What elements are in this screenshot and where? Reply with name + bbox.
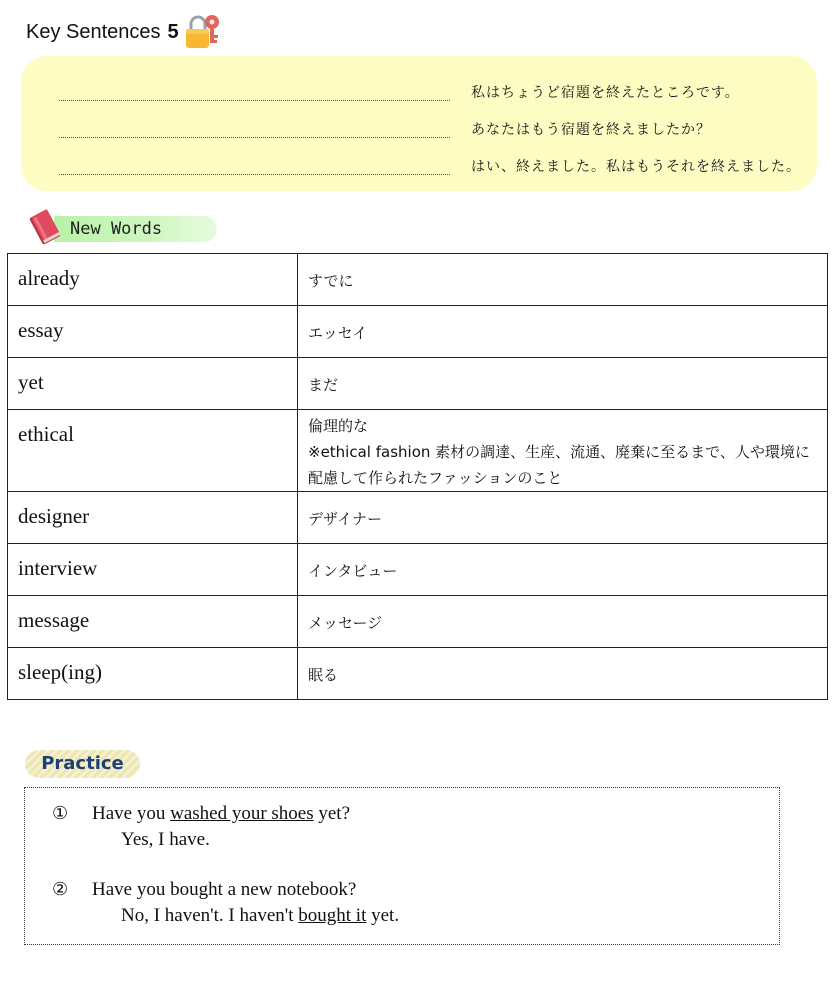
vocab-word: ethical [8, 410, 298, 492]
practice-question [92, 879, 356, 901]
vocab-meaning: 眠る [298, 648, 828, 700]
vocab-meaning: インタビュー [298, 544, 828, 596]
key-sentences-header [26, 12, 221, 52]
table-row [8, 254, 828, 306]
vocab-meaning: デザイナー [298, 492, 828, 544]
key-sentence-row [21, 156, 817, 180]
key-sentences-number: 5 [167, 20, 179, 43]
question-text: yet? [313, 803, 351, 824]
table-row [8, 544, 828, 596]
answer-blank-line[interactable] [59, 137, 450, 138]
key-sentence-japanese: はい、終えました。私はもうそれを終えました。 [471, 159, 801, 175]
key-sentences-box [21, 56, 817, 191]
table-row [8, 410, 828, 492]
table-row [8, 596, 828, 648]
table-row [8, 648, 828, 700]
answer-blank-line[interactable] [59, 174, 450, 175]
new-words-label: New Words [70, 219, 163, 239]
question-text: Have you bought a new notebook? [92, 879, 357, 900]
vocab-word: already [8, 254, 298, 306]
underlined-phrase: washed your shoes [170, 803, 314, 824]
answer-text: yet. [366, 905, 400, 926]
answer-text: Yes, I have. [121, 829, 210, 850]
table-row [8, 492, 828, 544]
practice-number: ① [52, 803, 69, 824]
vocabulary-table [7, 253, 828, 700]
practice-badge [25, 750, 140, 778]
key-sentence-japanese: 私はちょうど宿題を終えたところです。 [471, 85, 740, 101]
vocab-meaning: エッセイ [298, 306, 828, 358]
vocab-word: yet [8, 358, 298, 410]
practice-question [92, 803, 350, 825]
practice-number: ② [52, 879, 69, 900]
book-icon [26, 206, 64, 248]
answer-blank-line[interactable] [59, 100, 450, 101]
practice-box [24, 787, 780, 945]
table-row [8, 306, 828, 358]
key-sentence-row [21, 82, 817, 106]
key-sentence-row [21, 119, 817, 143]
vocab-meaning: まだ [298, 358, 828, 410]
practice-label: Practice [41, 753, 124, 774]
vocab-meaning-cell [298, 410, 828, 492]
vocab-meaning: メッセージ [298, 596, 828, 648]
vocab-word: designer [8, 492, 298, 544]
underlined-phrase: bought it [298, 905, 367, 926]
answer-text: No, I haven't. I haven't [121, 905, 299, 926]
table-row [8, 358, 828, 410]
vocab-word: message [8, 596, 298, 648]
vocab-meaning: 倫理的な [308, 417, 369, 435]
key-sentences-title: Key Sentences [26, 20, 161, 43]
vocab-note: ※ethical fashion 素材の調達、生産、流通、廃棄に至るまで、人や環境に配慮して作られたファッションのこと [308, 443, 810, 487]
lock-key-icon [183, 13, 221, 51]
key-sentence-japanese: あなたはもう宿題を終えましたか？ [471, 122, 711, 138]
practice-answer [121, 829, 210, 851]
vocab-word: interview [8, 544, 298, 596]
vocab-word: sleep(ing) [8, 648, 298, 700]
vocab-word: essay [8, 306, 298, 358]
vocab-meaning: すでに [298, 254, 828, 306]
practice-answer [121, 905, 399, 927]
question-text: Have you [92, 803, 171, 824]
